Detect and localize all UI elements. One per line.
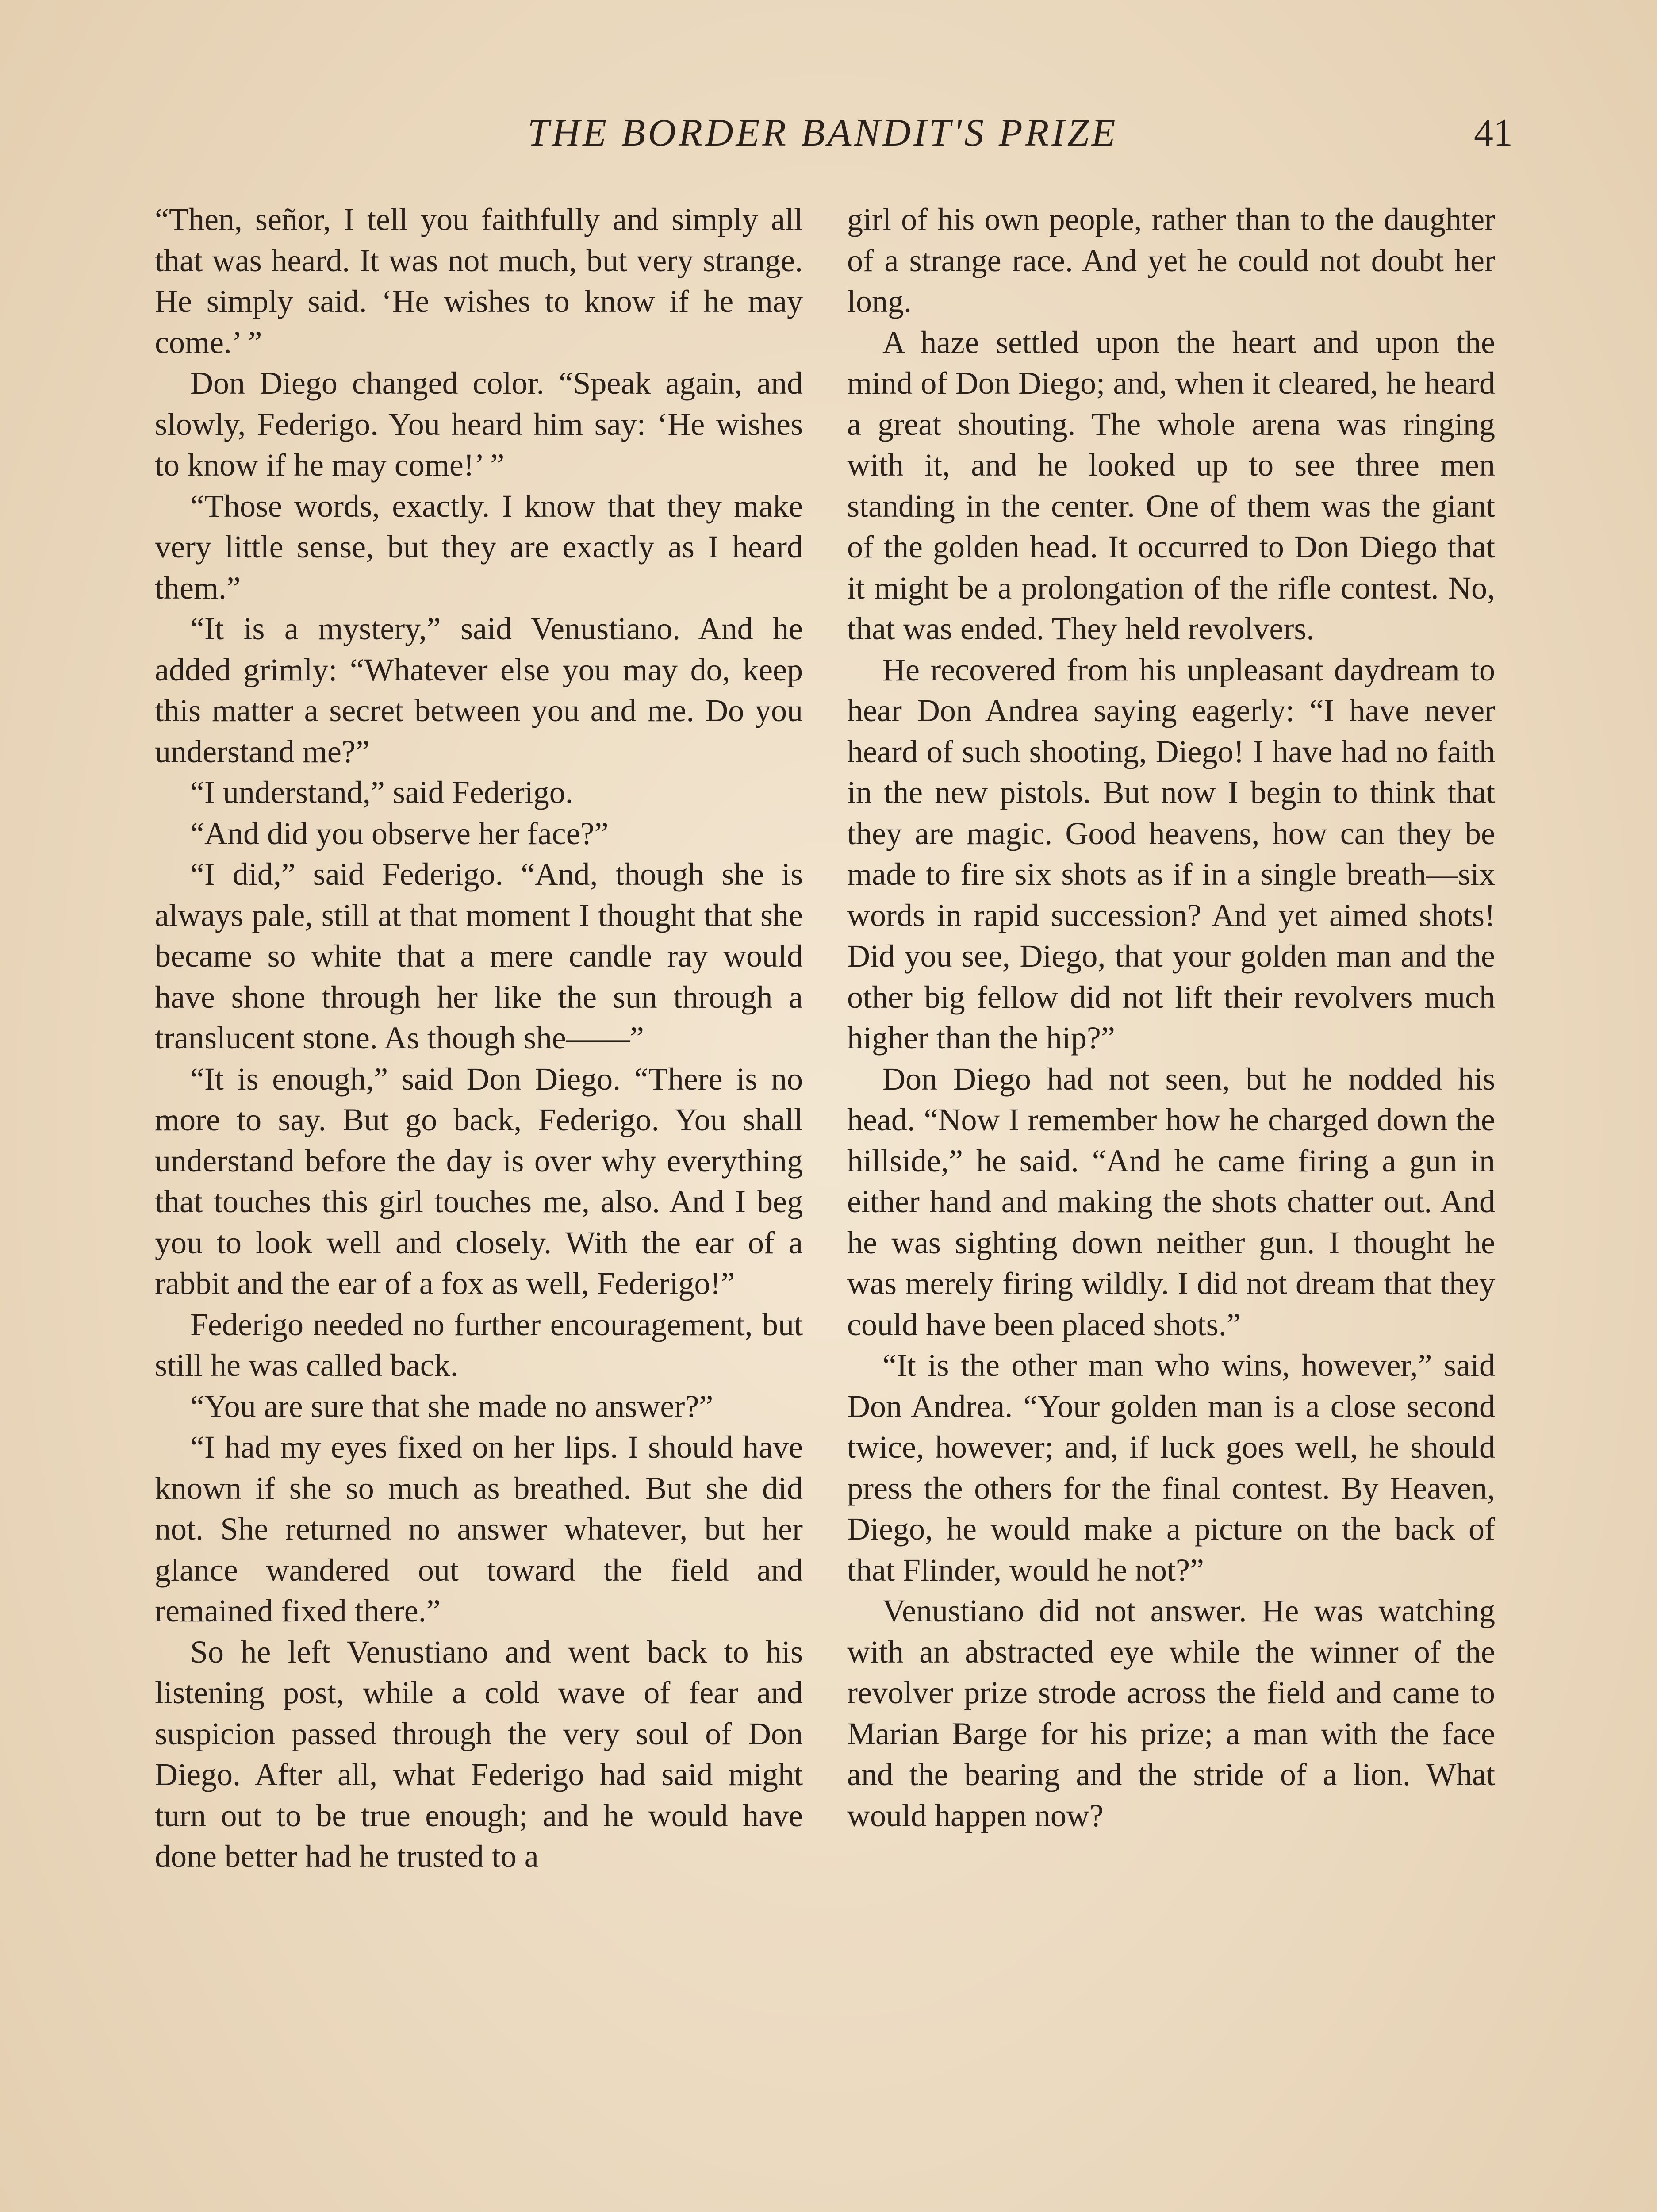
paragraph: “I had my eyes fixed on her lips. I should have known if she so much as breathed. But she did not. She returned no answer whatever, but her glance wandered out toward the field and remained fixed there.”: [155, 1429, 803, 1628]
paragraph: Don Diego had not seen, but he nodded his head. “Now I remember how he charged down the hillside,” he said. “And he came firing a gun in either hand and making the shots chatter out. And he was sighting down neither gun. I thought he was merely firing wildly. I did not dream that they could have been placed shots.”: [847, 1061, 1495, 1342]
paragraph: Venustiano did not answer. He was watching with an abstracted eye while the winner of the revolver prize strode across the field and came to Marian Barge for his prize; a man with the face and the bearing and the stride of a lion. What would happen now?: [847, 1593, 1495, 1833]
paragraph: “I understand,” said Federigo.: [190, 775, 573, 810]
paragraph: “It is the other man who wins, however,” said Don Andrea. “Your golden man is a close second twice, however; and, if luck goes well, he should press the others for the final contest. By Heaven, Diego, he would make a picture on the back of that Flinder, would he not?”: [847, 1348, 1495, 1588]
paragraph: “You are sure that she made no answer?”: [190, 1388, 713, 1424]
running-title: THE BORDER BANDIT'S PRIZE: [527, 111, 1118, 154]
paragraph: So he left Venustiano and went back to his listening post, while a cold wave of fear and suspicion passed through the very soul of Don Diego. After all, what Federigo had said might turn out to be true enough; and he would have done better had he trusted to a: [155, 1634, 803, 1874]
paragraph: Federigo needed no further encouragement, but still he was called back.: [155, 1306, 803, 1383]
paragraph: “It is a mystery,” said Venustiano. And he added grimly: “Whatever else you may do, keep this matter a secret between you and me. Do you understand me?”: [155, 611, 803, 769]
paragraph: “Then, señor, I tell you faithfully and simply all that was heard. It was not much, but very strange. He simply said. ‘He wishes to know if he may come.’ ”: [155, 202, 803, 360]
paragraph: girl of his own people, rather than to the daughter of a strange race. And yet he could not doubt her long.: [847, 202, 1495, 319]
paragraph: A haze settled upon the heart and upon the mind of Don Diego; and, when it cleared, he heard a great shouting. The whole arena was ringing with it, and he looked up to see three men standing in the center. One of them was the giant of the golden head. It occurred to Don Diego that it might be a prolongation of the rifle contest. No, that was ended. They held revolvers.: [847, 324, 1495, 646]
paragraph: “I did,” said Federigo. “And, though she is always pale, still at that moment I thought that she became so white that a mere candle ray would have shone through her like the sun through a translucent stone. As though she——”: [155, 856, 803, 1056]
paragraph: “Those words, exactly. I know that they make very little sense, but they are exactly as I heard them.”: [155, 488, 803, 606]
paragraph: “It is enough,” said Don Diego. “There is no more to say. But go back, Federigo. You shall understand before the day is over why everything that touches this girl touches me, also. And I beg you to look well and closely. With the ear of a rabbit and the ear of a fox as well, Federigo!”: [155, 1061, 803, 1301]
page-header: [0, 111, 1657, 173]
right-column: [847, 199, 1495, 1836]
left-column: [155, 199, 803, 1877]
paragraph: He recovered from his unpleasant daydream to hear Don Andrea saying eagerly: “I have never heard of such shooting, Diego! I have had no faith in the new pistols. But now I begin to think that they are magic. Good heavens, how can they be made to fire six shots as if in a single breath—six words in rapid succession? And yet aimed shots! Did you see, Diego, that your golden man and the other big fellow did not lift their revolvers much higher than the hip?”: [847, 652, 1495, 1056]
paragraph: “And did you observe her face?”: [190, 815, 609, 851]
paragraph: Don Diego changed color. “Speak again, and slowly, Federigo. You heard him say: ‘He wishes to know if he may come!’ ”: [155, 365, 803, 483]
page-number: 41: [1474, 111, 1513, 154]
